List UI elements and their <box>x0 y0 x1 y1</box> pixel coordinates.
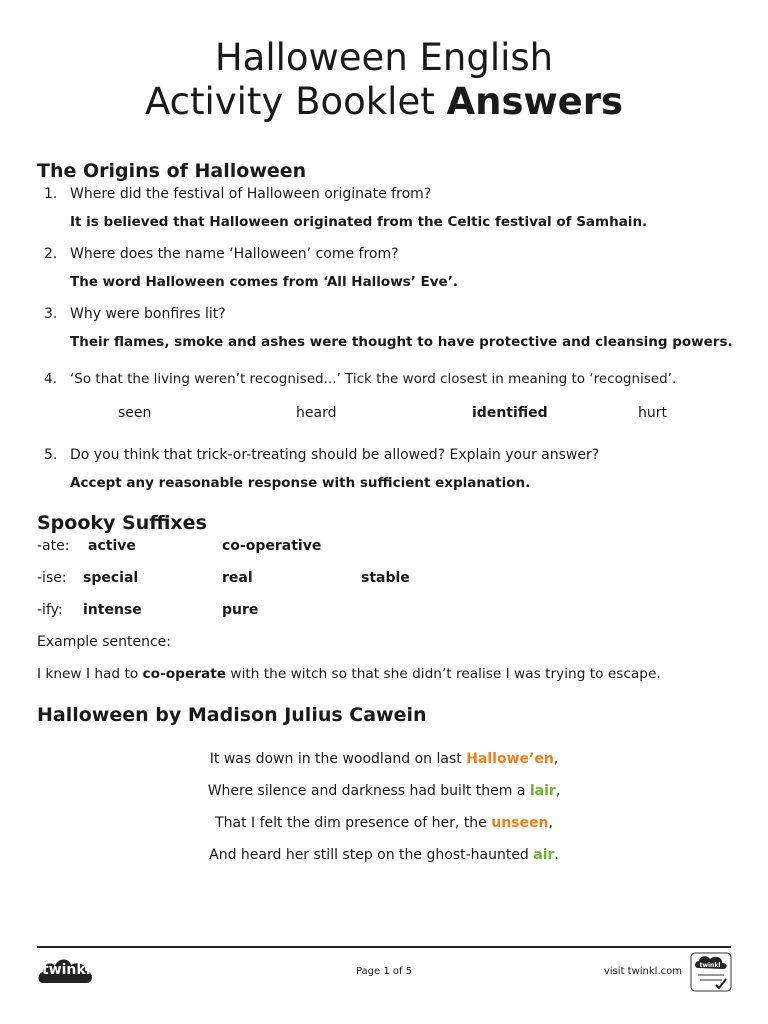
option-hurt[interactable]: hurt <box>638 405 667 421</box>
poem-highlight-word: lair <box>529 783 556 799</box>
suffix-ise-label: -ise: <box>37 570 67 586</box>
title-line2 <box>145 80 623 123</box>
title-line1: Halloween English <box>214 36 554 79</box>
question-number: 3. <box>44 306 58 322</box>
question-1 <box>44 186 431 202</box>
option-identified[interactable]: identified <box>472 405 548 421</box>
page-number: Page 1 of 5 <box>355 966 413 977</box>
question-number: 5. <box>44 447 58 463</box>
title-line2-bold: Answers <box>446 80 624 124</box>
twinkl-logo-text: twinkl <box>42 962 91 978</box>
answer-1: It is believed that Halloween originated from the Celtic festival of Samhain. <box>70 214 648 230</box>
question-number: 2. <box>44 246 58 262</box>
poem-highlight-word: air <box>533 847 555 863</box>
suffix-ise-word-3 <box>361 570 410 586</box>
question-text: ‘So that the living weren’t recognised...’ Tick the word closest in meaning to ‘recognised’. <box>70 371 677 387</box>
suffix-ate-label: -ate: <box>37 538 70 554</box>
option-heard[interactable]: heard <box>296 405 337 421</box>
question-number: 1. <box>44 186 58 202</box>
sentence-part: with the witch so that she didn’t realise I was trying to escape. <box>226 666 661 682</box>
question-2 <box>44 246 399 262</box>
suffix-ate-word-2 <box>222 538 321 554</box>
answer-5: Accept any reasonable response with sufficient explanation. <box>70 475 531 491</box>
page-title <box>0 36 768 125</box>
section-heading-suffixes: Spooky Suffixes <box>37 512 207 534</box>
suffix-word: special <box>83 570 139 586</box>
sentence-part: I knew I had to <box>37 666 143 682</box>
suffix-ise-word-1 <box>83 570 138 586</box>
poem-highlight-word: unseen <box>491 815 549 831</box>
suffix-ate-word-1 <box>88 538 136 554</box>
question-5 <box>44 447 599 463</box>
footer-divider <box>37 946 731 948</box>
poem-punctuation: , <box>553 751 559 767</box>
poem-line-2 <box>0 783 768 799</box>
section-heading-poem: Halloween by Madison Julius Cawein <box>37 704 427 726</box>
poem-line-1 <box>0 751 768 767</box>
question-text: Where does the name ‘Halloween’ come from? <box>70 246 399 262</box>
question-text: Why were bonfires lit? <box>70 306 226 322</box>
question-text: Where did the festival of Halloween originate from? <box>70 186 432 202</box>
quality-badge-icon <box>690 952 732 992</box>
poem-line-4 <box>0 847 768 863</box>
example-sentence-label: Example sentence: <box>37 634 171 650</box>
poem-text: That I felt the dim presence of her, the <box>215 815 492 831</box>
suffix-ify-word-1 <box>83 602 142 618</box>
suffix-word: pure <box>222 602 259 618</box>
poem-punctuation: . <box>554 847 559 863</box>
badge-text: twinkl <box>699 962 721 969</box>
suffix-word: active <box>88 538 136 554</box>
poem-punctuation: , <box>548 815 553 831</box>
poem-line-3 <box>0 815 768 831</box>
suffix-word: stable <box>361 570 410 586</box>
title-line2-regular: Activity Booklet <box>144 80 447 124</box>
suffix-word: co-operative <box>222 538 322 554</box>
suffix-ise-word-2 <box>222 570 253 586</box>
poem-text: And heard her still step on the ghost-haunted <box>209 847 534 863</box>
question-text: Do you think that trick-or-treating should be allowed? Explain your answer? <box>70 447 600 463</box>
question-4 <box>44 371 676 387</box>
question-3 <box>44 306 226 322</box>
answer-2: The word Halloween comes from ‘All Hallows’ Eve’. <box>70 274 458 290</box>
poem-punctuation: , <box>555 783 561 799</box>
question-number: 4. <box>44 371 57 387</box>
visit-link[interactable]: visit twinkl.com <box>603 966 682 977</box>
answer-3: Their flames, smoke and ashes were thought to have protective and cleansing powers. <box>70 334 733 350</box>
poem-highlight-word: Hallowe’en <box>466 751 554 767</box>
sentence-keyword: co-operate <box>142 666 227 682</box>
poem-text: Where silence and darkness had built them a <box>207 783 530 799</box>
suffix-ify-word-2 <box>222 602 258 618</box>
suffix-word: real <box>222 570 253 586</box>
option-seen[interactable]: seen <box>118 405 152 421</box>
suffix-word: intense <box>83 602 142 618</box>
example-sentence <box>37 666 661 682</box>
poem-text: It was down in the woodland on last <box>209 751 467 767</box>
suffix-ify-label: -ify: <box>37 602 63 618</box>
section-heading-origins: The Origins of Halloween <box>37 160 307 182</box>
